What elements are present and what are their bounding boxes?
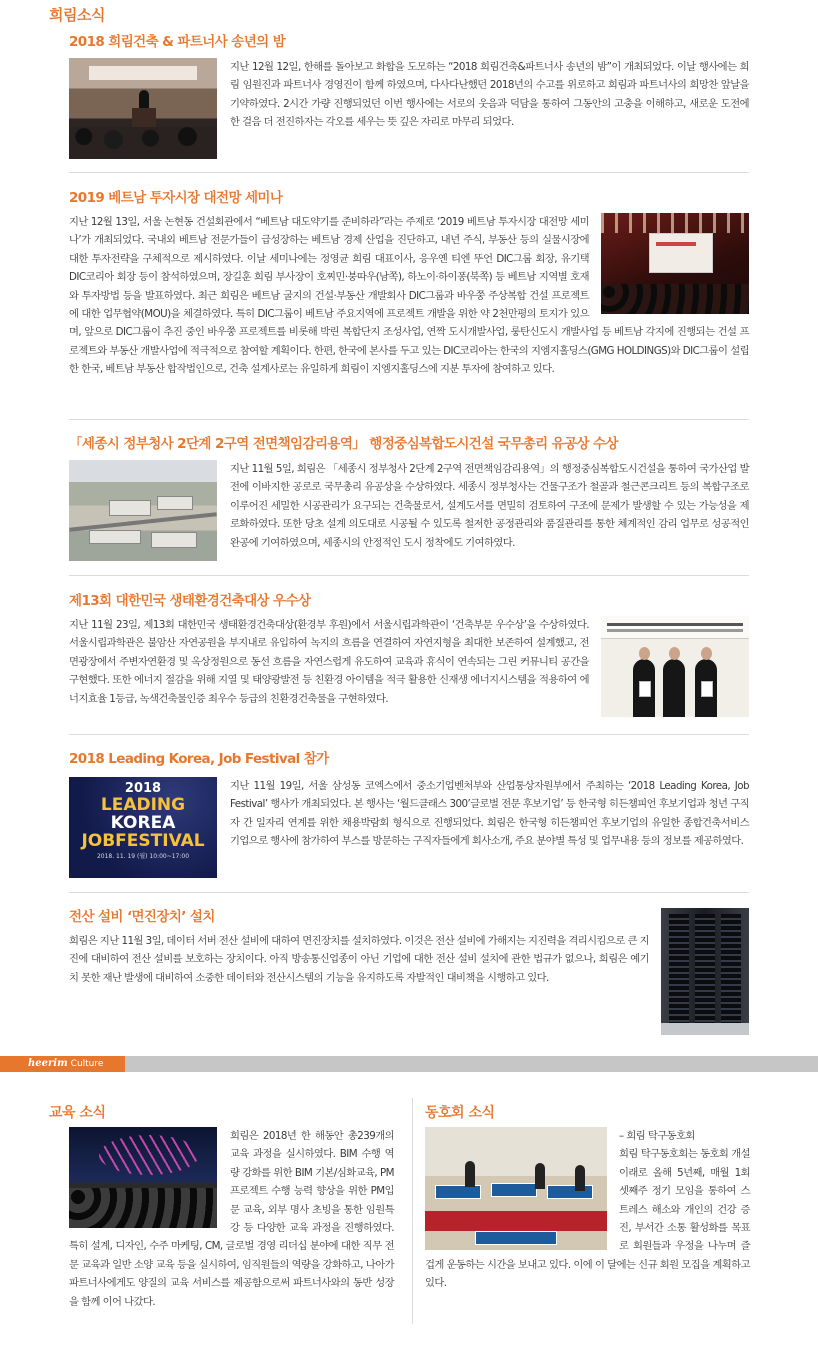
club-section [425,1127,750,1293]
article-title: 제13회 대한민국 생태환경건축대상 우수상 [69,593,311,609]
poster-date: 2018. 11. 19 (월) 10:00~17:00 [96,853,190,860]
culture-tag [0,1056,125,1072]
divider [69,419,749,420]
award-photo [601,616,749,717]
culture-bar [0,1056,818,1072]
article-vietnam-seminar [69,186,749,379]
column-divider [412,1098,413,1324]
aerial-photo [69,460,217,561]
education-section [69,1127,394,1311]
culture-brand: heerim [28,1058,68,1069]
job-festival-poster [69,777,217,878]
article-title: 「세종시 정부청사 2단계 2구역 전면책임감리용역」 행정중심복합도시건설 국무총리 유공상 수상 [69,436,618,452]
divider [69,734,749,735]
party-photo [69,58,217,159]
article-title: 2018 희림건축 & 파트너사 송년의 밤 [69,34,286,50]
education-body: 희림은 2018년 한 해동안 총239개의 교육 과정을 실시하였다. BIM 수행 역량 강화를 위한 BIM 기본/심화교육, PM프로젝트 수행 능력 향상을 위한 PM입문 교육, 외부 명사 초빙을 통한 임원특강 등 다양한 교육 과정을 진행하였다. 특히 설계, 디자인, 수주 마케팅, CM, 글로벌 경영 리더십 분야에 대한 직무 전문 교육과 일반 소양 교육 등을 실시하여, 임직원들의 역량을 강화하고, 나아가 파트너사에게도 양질의 교육 서비스를 제공함으로써 파트너사와의 동반 성장을 함께 이어 나갔다. [69,1130,394,1308]
divider [69,892,749,893]
article-eco-award [69,589,749,721]
culture-word: Culture [70,1059,104,1069]
poster-line: JOBFESTIVAL [81,831,205,851]
article-job-festival [69,747,749,882]
divider [69,172,749,173]
article-title: 전산 설비 ‘면진장치’ 설치 [69,909,215,925]
poster-line: KOREA [110,813,176,833]
table-tennis-photo [425,1127,607,1250]
section-title: 희림소식 [49,6,105,24]
article-year-end-party [69,30,749,163]
club-body: 희림 탁구동호회는 동호회 개설 이래로 올해 5년째, 매월 1회 셋째주 정기 모임을 통하여 스트레스 해소와 개인의 건강 증진, 부서간 소통 활성화를 목표로 회원들과 우정을 나누며 즐겁게 운동하는 시간을 보내고 있다. 이에 이 달에는 신규 회원 모집을 계획하고 있다. [425,1148,750,1290]
article-sejong-award [69,432,749,565]
article-body: 지난 12월 12일, 한해를 돌아보고 화합을 도모하는 “2018 희림건축&파트너사 송년의 밤”이 개최되었다. 이날 행사에는 희림 임원진과 파트너사 경영진이 함께 하였으며, 다사다난했던 2018년의 수고를 위로하고 희림과 파트너사의 희망찬 앞날을 기약하였다. 2시간 가량 진행되었던 이번 행사에는 서로의 웃음과 덕담을 통하여 그동안의 고충을 이해하고, 새로운 도전에 한 걸음 더 전진하자는 각오를 세우는 뜻 깊은 자리로 마무리 되었다. [230,61,750,129]
education-photo [69,1127,217,1228]
divider [69,575,749,576]
article-body: 지난 12월 13일, 서울 논현동 건설회관에서 “베트남 대도약기를 준비하라”라는 주제로 ‘2019 베트남 투자시장 대전망 세미나’가 개최되었다. 국내외 베트남 전문가들이 급성장하는 베트남 경제 산업을 진단하고, 내년 주식, 부동산 등의 실물시장에 대한 투자전략을 구체적으로 제시하였다. 이날 세미나에는 정영균 희림 대표이사, 응우옌 티엔 뚜언 DIC그룹 회장, 유기택 DIC코리아 회장 등이 참석하였으며, 장길훈 희림 부사장이 호찌민·붕따우(남쪽), 하노이·하이퐁(북쪽) 등 베트남 지역별 호재와 투자방법 등을 발표하였다. 최근 희림은 베트남 굴지의 건설·부동산 개발회사 DIC그룹과 바우쭝 주상복합 건설 프로젝트에 대한 업무협약(MOU)을 체결하였다. 특히 DIC그룹이 베트남 주요지역에 프로젝트 개발을 위한 약 2천만평의 토지가 있으며, 앞으로 DIC그룹이 추진 중인 바우쭝 프로젝트를 비롯해 박린 복합단지 조성사업, 연짝 도시개발사업, 룽탄신도시 개발사업 등 베트남 각지에 진행되는 건설 프로젝트와 부동산 개발사업에 적극적으로 참여할 계획이다. 한편, 한국에 본사를 두고 있는 DIC코리아는 한국의 지엠지홀딩스(GMG HOLDINGS)와 DIC그룹이 설립한 한국, 베트남 부동산 합작법인으로, 건축 설계사로는 유일하게 희림이 지엠지홀딩스에 지분 투자에 참여하고 있다. [69,216,749,376]
article-body: 지난 11월 23일, 제13회 대한민국 생태환경건축대상(환경부 후원)에서 서울시립과학관이 ‘건축부문 우수상’을 수상하였다. 서울시립과학관은 불암산 자연공원을 부지내로 유입하여 녹지의 흐름을 연결하여 자연지형을 최대한 보존하여 설계했고, 전면광장에서 주변자연환경 및 옥상정원으로 동선 흐름을 자연스럽게 유도하여 교육과 휴식이 연속되는 그린 커뮤니티 공간을 구현했다. 또한 에너지 절감을 위해 지열 및 태양광발전 등 친환경 아이템을 적극 활용한 신재생 에너지시스템을 적용하여 에너지효율 1등급, 녹색건축물인증 최우수 등급의 친환경건축물을 구현하였다. [69,619,589,705]
article-body: 희림은 지난 11월 3일, 데이터 서버 전산 설비에 대하여 면진장치를 설치하였다. 이것은 전산 설비에 가해지는 지진력을 격리시킴으로 큰 지진에 대비하여 전산 설비를 보호하는 장치이다. 아직 방송통신업종이 아닌 기업에 대한 전산 설비 설치에 관한 법규가 없으나, 희림은 예기치 못한 재난 발생에 대비하여 소중한 데이터와 전산시스템의 기능을 유지하도록 자발적인 대비책을 시행하고 있다. [69,935,649,984]
education-title: 교육 소식 [49,1105,106,1121]
article-title: 2018 Leading Korea, Job Festival 참가 [69,751,329,767]
article-body: 지난 11월 5일, 희림은 「세종시 정부청사 2단계 2구역 전면책임감리용역」의 행정중심복합도시건설을 통하여 국가산업 발전에 이바지한 공로로 국무총리 유공상을 수상하였다. 세종시 정부청사는 건물구조가 철골과 철근콘크리트 등의 복합구조로 이루어진 세밀한 시공관리가 요구되는 건축물로서, 설계도서를 면밀히 검토하여 구조에 문제가 발생할 수 있는 가능성을 제로화하였다. 또한 당초 설계 의도대로 시공될 수 있도록 철저한 공정관리와 품질관리를 통한 체계적인 감리 업무로 성공적인 완공에 기여하였으며, 세종시의 안정적인 도시 정착에도 기여하였다. [230,463,749,549]
server-photo [661,908,749,1035]
club-title: 동호회 소식 [425,1105,495,1121]
poster-line: LEADING [100,795,186,815]
club-subtitle: – 희림 탁구동호회 [619,1130,695,1142]
article-title: 2019 베트남 투자시장 대전망 세미나 [69,190,283,206]
article-body: 지난 11월 19일, 서울 삼성동 코엑스에서 중소기업벤처부와 산업통상자원부에서 주최하는 ‘2018 Leading Korea, Job Festival’ 행사가 개최되었다. 본 행사는 ‘월드클래스 300’글로벌 전문 후보기업’ 등 한국형 히든챔피언 후보기업과 청년 구직자 간 일자리 연계를 위한 채용박람회 형식으로 진행되었다. 희림은 한국형 히든챔피언 후보기업의 유일한 종합건축서비스 기업으로 행사에 참가하여 부스를 방문하는 구직자들에게 회사소개, 주요 분야별 특성 및 업무내용 등의 정보를 제공하였다. [230,780,749,848]
seminar-photo [601,213,749,314]
article-seismic-isolation [69,905,749,1039]
poster-year: 2018 [124,781,162,796]
